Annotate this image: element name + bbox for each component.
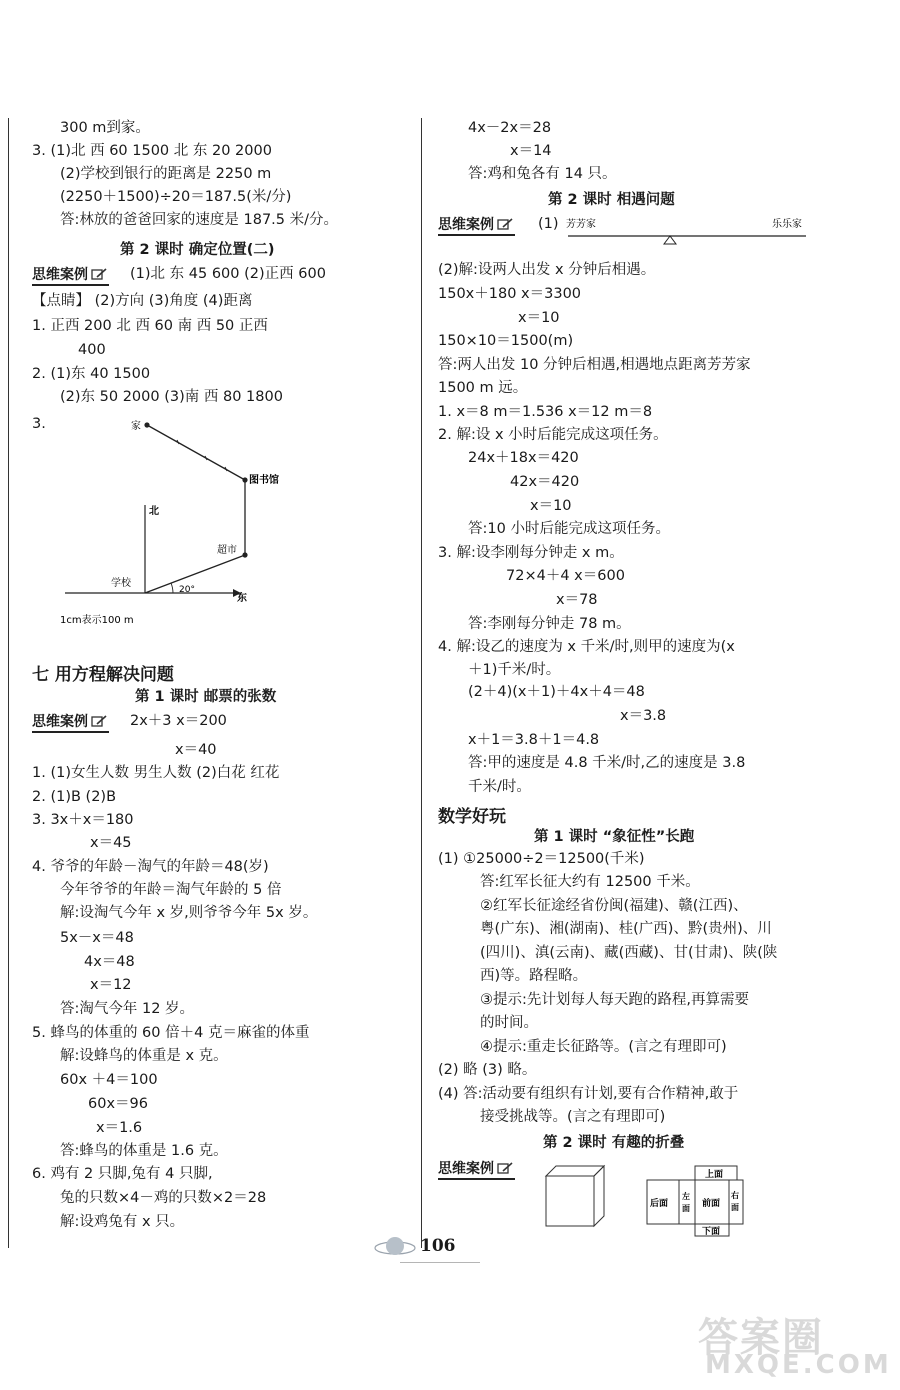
thinking-case-tag (32, 264, 109, 286)
notebook-icon (91, 715, 107, 727)
text-line: 解:设淘气今年 x 岁,则爷爷今年 5x 岁。 (60, 905, 318, 921)
tag-label: 思维案例 (438, 1161, 494, 1177)
library-point (242, 477, 247, 482)
text-line: ③提示:先计划每人每天跑的路程,再算需要 (480, 992, 749, 1008)
notebook-icon (497, 218, 513, 230)
lele-home-label: 乐乐家 (772, 219, 802, 230)
thinking-case-tag (32, 711, 109, 733)
lesson-title: 第 2 课时 相遇问题 (548, 192, 675, 208)
text-line: x＋1＝3.8＋1＝4.8 (468, 732, 600, 748)
net-back-label: 后面 (650, 1199, 669, 1209)
footer-rule (400, 1262, 480, 1263)
text-line: x＝1.6 (96, 1120, 143, 1136)
text-line: x＝45 (90, 835, 132, 851)
text-line: 1500 m 远。 (438, 380, 528, 396)
section-title: 数学好玩 (438, 807, 506, 827)
text-line: (2)解:设两人出发 x 分钟后相遇。 (438, 262, 656, 278)
text-line: 2. 解:设 x 小时后能完成这项任务。 (438, 427, 668, 443)
text-line: (1) ①25000÷2＝12500(千米) (438, 851, 645, 867)
cuboid-side (594, 1166, 604, 1226)
text-line: 4. 解:设乙的速度为 x 千米/时,则甲的速度为(x (438, 639, 735, 655)
text-line: 1. 正西 200 北 西 60 南 西 50 正西 (32, 318, 268, 334)
text-line: 西)等。路程略。 (480, 968, 588, 984)
watermark-logo: 答案圈 (698, 1315, 824, 1361)
net-right-face (729, 1180, 743, 1224)
fangfang-home-label: 芳芳家 (566, 219, 596, 230)
text-line: x＝40 (175, 742, 217, 758)
net-left-label-1: 左 (682, 1192, 690, 1201)
text-line: 150x＋180 x＝3300 (438, 286, 582, 302)
text-line: 60x ＋4＝100 (60, 1072, 158, 1088)
thinking-case-tag (438, 1158, 515, 1180)
lesson-title: 第 1 课时 邮票的张数 (135, 689, 277, 705)
text-line: ②红军长征途经省份闽(福建)、赣(江西)、 (480, 898, 748, 914)
text-line: 3. (1)北 西 60 1500 北 东 20 2000 (32, 143, 272, 159)
text-line: 150×10＝1500(m) (438, 333, 574, 349)
text-line: x＝3.8 (620, 708, 667, 724)
text-line: (2＋4)(x＋1)＋4x＋4＝48 (468, 684, 645, 700)
text-line: 答:甲的速度是 4.8 千米/时,乙的速度是 3.8 (468, 755, 746, 771)
meeting-point-icon (664, 236, 676, 244)
text-line: 72×4＋4 x＝600 (506, 568, 625, 584)
text-line: 千米/时。 (468, 779, 531, 795)
text-line: (2)东 50 2000 (3)南 西 80 1800 (60, 389, 283, 405)
text-line: (2) 略 (3) 略。 (438, 1062, 537, 1078)
net-top-label: 上面 (705, 1170, 724, 1180)
tag-label: 思维案例 (438, 217, 494, 233)
angle-arc (171, 583, 173, 593)
text-line: 4x＝48 (84, 954, 135, 970)
text-line: 解:设鸡兔有 x 只。 (60, 1214, 185, 1230)
angle-label: 20° (179, 585, 195, 595)
text-line: ④提示:重走长征路等。(言之有理即可) (480, 1039, 727, 1055)
text-line: 5x－x＝48 (60, 930, 134, 946)
tag-label: 思维案例 (32, 267, 88, 283)
text-line: 400 (78, 342, 106, 358)
thinking-case-tag (438, 214, 515, 236)
cuboid-net (645, 1164, 745, 1238)
page-number: 106 (420, 1236, 456, 1256)
text-line: (4) 答:活动要有组织有计划,要有合作精神,敢于 (438, 1086, 739, 1102)
text-line: 1. x＝8 m＝1.536 x＝12 m＝8 (438, 404, 653, 420)
text-line: 2. (1)东 40 1500 (32, 366, 151, 382)
cuboid-figure (540, 1162, 610, 1230)
text-line: 24x＋18x＝420 (468, 450, 579, 466)
text-line: x＝14 (510, 143, 552, 159)
section-title: 七 用方程解决问题 (32, 665, 174, 685)
text-line: 解:设蜂鸟的体重是 x 克。 (60, 1048, 228, 1064)
market-label: 超市 (217, 545, 237, 556)
text-line: 4. 爷爷的年龄－淘气的年龄＝48(岁) (32, 859, 269, 875)
text-line: 粤(广东)、湘(湖南)、桂(广西)、黔(贵州)、川 (480, 921, 772, 937)
text-line: 3. 3x＋x＝180 (32, 812, 134, 828)
notebook-icon (497, 1162, 513, 1174)
tag-label: 思维案例 (32, 714, 88, 730)
text-line: ＋1)千米/时。 (468, 662, 561, 678)
net-left-face (679, 1180, 695, 1224)
text-line: 300 m到家。 (60, 120, 150, 136)
lesson-title: 第 2 课时 有趣的折叠 (543, 1135, 685, 1151)
watermark-url: MXQE.COM (705, 1350, 892, 1380)
home-point (144, 422, 149, 427)
text-line: 答:10 小时后能完成这项任务。 (468, 521, 670, 537)
text-line: 的时间。 (480, 1015, 538, 1031)
text-line: 3. 解:设李刚每分钟走 x m。 (438, 545, 624, 561)
text-line: x＝10 (530, 498, 572, 514)
text-line: 60x＝96 (88, 1096, 148, 1112)
text-line: 今年爷爷的年龄＝淘气年龄的 5 倍 (60, 882, 282, 898)
lesson-title: 第 2 课时 确定位置(二) (120, 242, 275, 258)
text-line: 6. 鸡有 2 只脚,兔有 4 只脚, (32, 1166, 213, 1182)
net-right-label-2: 面 (731, 1203, 739, 1212)
text-line: 答:李刚每分钟走 78 m。 (468, 616, 631, 632)
left-rule (8, 118, 9, 1248)
column-rule (421, 118, 422, 1248)
cuboid-front (546, 1176, 594, 1226)
text-line: 5. 蜂鸟的体重的 60 倍＋4 克＝麻雀的体重 (32, 1025, 310, 1041)
market-point (242, 552, 247, 557)
location-map (55, 415, 279, 630)
library-label: 图书馆 (249, 475, 279, 486)
text-line: 2. (1)B (2)B (32, 789, 117, 805)
north-label: 北 (149, 506, 159, 517)
route-school-market (145, 555, 245, 593)
net-left-label-2: 面 (682, 1204, 690, 1213)
scale-label: 1cm表示100 m (60, 615, 134, 626)
text-line: (2250＋1500)÷20＝187.5(米/分) (60, 189, 292, 205)
text-line: 接受挑战等。(言之有理即可) (480, 1109, 666, 1125)
school-label: 学校 (111, 578, 131, 589)
text-line: 兔的只数×4－鸡的只数×2＝28 (60, 1190, 267, 1206)
route-home-library (147, 425, 245, 480)
text-line: 【点睛】 (2)方向 (3)角度 (4)距离 (32, 293, 253, 309)
text-line: 答:蜂鸟的体重是 1.6 克。 (60, 1143, 228, 1159)
text-line: 答:淘气今年 12 岁。 (60, 1001, 195, 1017)
net-right-label-1: 右 (731, 1191, 739, 1200)
text-line: (2)学校到银行的距离是 2250 m (60, 166, 272, 182)
home-label: 家 (131, 421, 141, 432)
text-line: 1. (1)女生人数 男生人数 (2)白花 红花 (32, 765, 280, 781)
lesson-title: 第 1 课时 “象征性”长跑 (534, 829, 695, 845)
text-line: x＝10 (518, 310, 560, 326)
text-line: (四川)、滇(云南)、藏(西藏)、甘(甘肃)、陕(陕 (480, 945, 778, 961)
text-line: x＝12 (90, 977, 132, 993)
text-line: x＝78 (556, 592, 598, 608)
text-line: (1) (538, 216, 559, 232)
planet-icon (372, 1232, 418, 1262)
text-line: 42x＝420 (510, 474, 580, 490)
notebook-icon (91, 268, 107, 280)
net-front-label: 前面 (702, 1199, 721, 1209)
meeting-diagram (560, 212, 820, 252)
text-line: 3. (32, 416, 46, 432)
text-line: 答:红军长征大约有 12500 千米。 (480, 874, 700, 890)
text-line: (1)北 东 45 600 (2)正西 600 (130, 266, 326, 282)
text-line: 4x－2x＝28 (468, 120, 552, 136)
text-line: 2x＋3 x＝200 (130, 713, 227, 729)
east-label: 东 (237, 593, 247, 604)
text-line: 答:鸡和兔各有 14 只。 (468, 166, 617, 182)
text-line: 答:林放的爸爸回家的速度是 187.5 米/分。 (60, 212, 338, 228)
text-line: 答:两人出发 10 分钟后相遇,相遇地点距离芳芳家 (438, 357, 751, 373)
net-bottom-label: 下面 (702, 1227, 721, 1237)
